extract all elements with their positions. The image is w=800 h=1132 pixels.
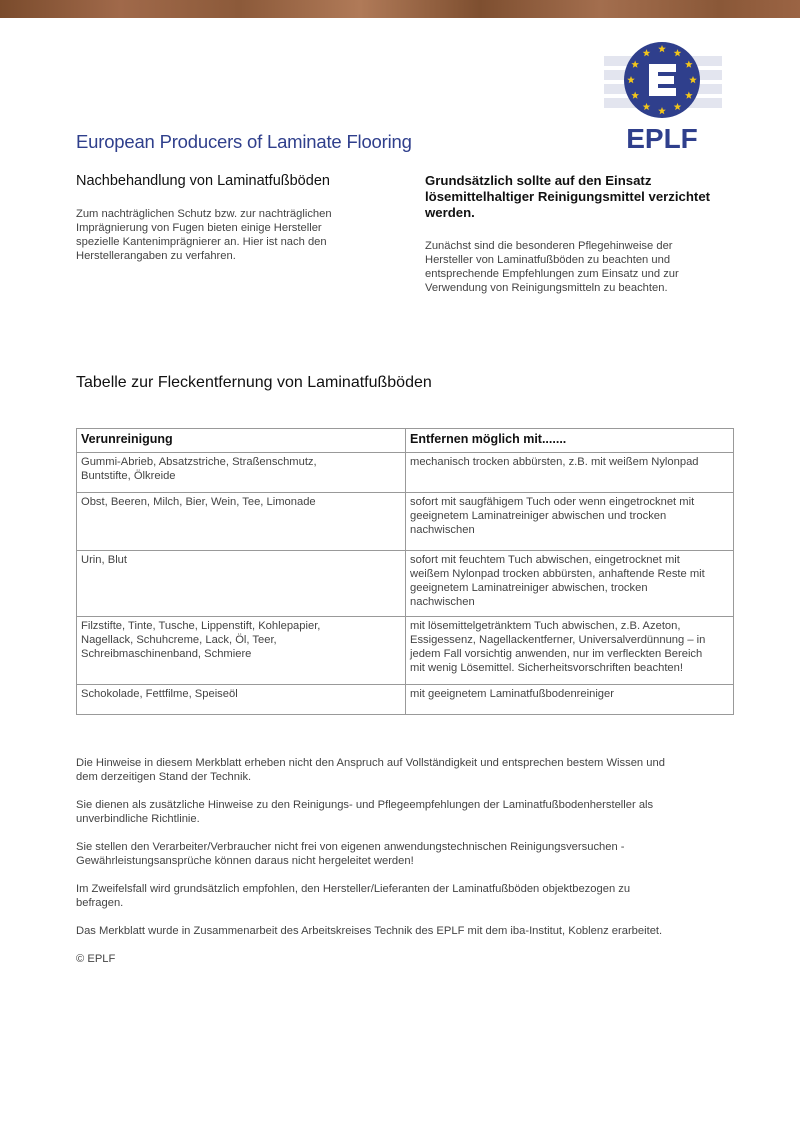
cell-line: mechanisch trocken abbürsten, z.B. mit weißem Nylonpad [410,456,699,468]
text-line: Imprägnierung von Fugen bieten einige Hersteller [76,222,322,234]
right-heading [425,173,735,221]
eu-stars-logo-icon [604,40,722,152]
cell-line: nachwischen [410,524,475,536]
cell-line: Gummi-Abrieb, Absatzstriche, Straßenschmutz, [81,456,317,468]
cell-line: mit wenig Lösemittel. Sicherheitsvorschriften beachten! [410,662,683,674]
right-column [425,173,735,295]
note-line: befragen. [76,897,124,909]
logo-e-mark [649,64,676,96]
copyright-text: © EPLF [76,953,116,965]
note-line: Das Merkblatt wurde in Zusammenarbeit des Arbeitskreises Technik des EPLF mit dem iba-Institut, Koblenz erarbeitet. [76,925,663,937]
text-line: Zunächst sind die besonderen Pflegehinweise der [425,240,673,252]
note-paragraph [76,756,736,784]
note-line: Gewährleistungsansprüche können daraus nicht hergeleitet werden! [76,855,414,867]
remedy-cell [406,493,734,551]
brand-name: European Producers of Laminate Flooring [76,131,412,152]
text-line: Hersteller von Laminatfußböden zu beachten und [425,254,671,266]
cell-line: geeignetem Laminatreiniger abwischen, trocken [410,582,648,594]
right-paragraph [425,239,735,295]
cell-line: Urin, Blut [81,554,128,566]
note-paragraph [76,840,736,868]
cell-line: Filzstifte, Tinte, Tusche, Lippenstift, Kohlepapier, [81,620,321,632]
table-header-row [77,429,734,453]
stain-cell [77,617,406,685]
remedy-cell [406,453,734,493]
heading-line: Grundsätzlich sollte auf den Einsatz [425,173,652,188]
stain-cell [77,453,406,493]
table-row [77,453,734,493]
remedy-cell [406,551,734,617]
note-paragraph [76,798,736,826]
note-line: Sie dienen als zusätzliche Hinweise zu den Reinigungs- und Pflegeempfehlungen der Laminatfußbodenhersteller als [76,799,654,811]
wood-texture-banner [0,0,800,18]
remedy-cell [406,617,734,685]
stain-cell [77,493,406,551]
cell-line: Obst, Beeren, Milch, Bier, Wein, Tee, Limonade [81,496,316,508]
note-line: Sie stellen den Verarbeiter/Verbraucher nicht frei von eigenen anwendungstechnischen Reinigungsversuchen - [76,841,625,853]
note-line: Die Hinweise in diesem Merkblatt erheben nicht den Anspruch auf Vollständigkeit und entsprechen bestem Wissen und [76,757,665,769]
text-line: Verwendung von Reinigungsmitteln zu beachten. [425,282,668,294]
cell-line: jedem Fall vorsichtig anwenden, nur im verfleckten Bereich [410,648,703,660]
left-paragraph [76,207,376,263]
note-line: Im Zweifelsfall wird grundsätzlich empfohlen, den Hersteller/Lieferanten der Laminatfußböden objektbezogen zu [76,883,631,895]
stain-cell [77,551,406,617]
note-paragraph [76,924,736,938]
heading-line: lösemittelhaltiger Reinigungsmittel verzichtet [425,189,711,204]
heading-line: werden. [425,205,475,220]
note-line: unverbindliche Richtlinie. [76,813,200,825]
cell-line: sofort mit saugfähigem Tuch oder wenn eingetrocknet mit [410,496,695,508]
cell-line: weißem Nylonpad trocken abbürsten, anhaftende Reste mit [410,568,705,580]
note-line: dem derzeitigen Stand der Technik. [76,771,252,783]
remedy-cell [406,685,734,715]
text-line: spezielle Kantenimprägnierer an. Hier ist nach den [76,236,327,248]
cell-line: mit lösemittelgetränktem Tuch abwischen, z.B. Azeton, [410,620,681,632]
cell-line: Essigessenz, Nagellackentferner, Universalverdünnung – in [410,634,706,646]
table-row [77,551,734,617]
header-remedy: Entfernen möglich mit....... [406,429,734,453]
stain-cell [77,685,406,715]
copyright [76,952,736,966]
stain-table [76,428,734,715]
cell-line: Schreibmaschinenband, Schmiere [81,648,252,660]
cell-line: sofort mit feuchtem Tuch abwischen, eingetrocknet mit [410,554,680,566]
cell-line: Schokolade, Fettfilme, Speiseöl [81,688,238,700]
cell-line: nachwischen [410,596,475,608]
table-row [77,685,734,715]
cell-line: Buntstifte, Ölkreide [81,470,176,482]
note-paragraph [76,882,736,910]
left-column [76,173,376,263]
text-line: entsprechende Empfehlungen zum Einsatz und zur [425,268,679,280]
cell-line: mit geeignetem Laminatfußbodenreiniger [410,688,614,700]
header-stain: Verunreinigung [77,429,406,453]
cell-line: geeignetem Laminatreiniger abwischen und trocken [410,510,667,522]
left-heading: Nachbehandlung von Laminatfußböden [76,173,330,189]
logo-text: EPLF [626,123,698,152]
table-row [77,493,734,551]
text-line: Zum nachträglichen Schutz bzw. zur nachträglichen [76,208,332,220]
table-row [77,617,734,685]
notes-section [76,756,736,980]
text-line: Herstellerangaben zu verfahren. [76,250,236,262]
cell-line: Nagellack, Schuhcreme, Lack, Öl, Teer, [81,634,277,646]
table-title: Tabelle zur Fleckentfernung von Laminatfußböden [76,374,432,391]
